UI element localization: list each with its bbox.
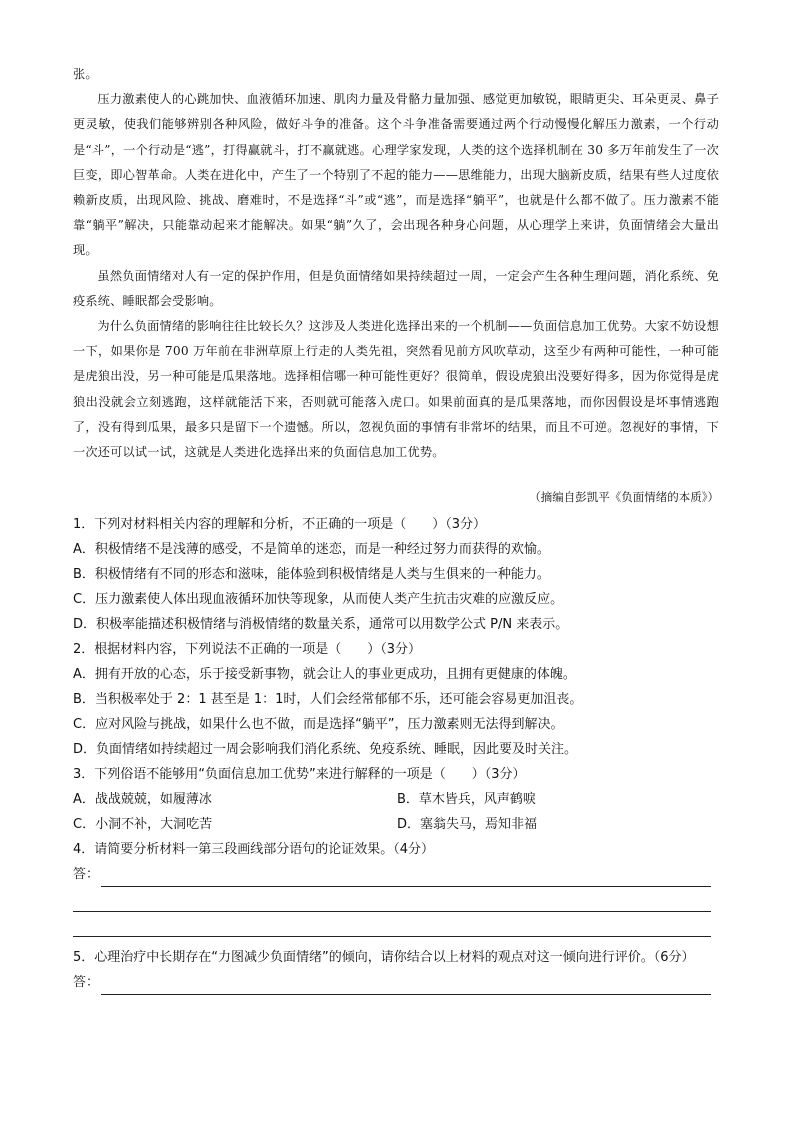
question-4-answer-line-3[interactable] (73, 912, 711, 937)
question-4-answer-line-1[interactable] (101, 870, 711, 887)
question-list (73, 512, 721, 995)
question-1-stem: 1．下列对材料相关内容的理解和分析，不正确的一项是（ ）（3分） (73, 517, 487, 532)
passage-paragraph-1: 压力激素使人的心跳加快、血液循环加速、肌肉力量及骨骼力量加强、感觉更加敏锐，眼睛更尖、耳朵更灵、鼻子更灵敏，使我们能够辨别各种风险，做好斗争的准备。这个斗争准备需要通过两个行动慢慢化解压力激素，一个行动是“斗”，一个行动是“逃”，打得赢就斗，打不赢就逃。心理学家发现，人类的这个选择机制在 30 多万年前发生了一次巨变，即心智革命。人类在进化中，产生了一个特别了不起的能力——思维能力，出现大脑新皮质，结果有些人过度依赖新皮质，出现风险、挑战、磨难时，不是选择“斗”或“逃”，而是选择“躺平”，也就是什么都不做了。压力激素不能靠“躺平”解决，只能靠动起来才能解决。如果“躺”久了，会出现各种身心问题，从心理学上来讲，负面情绪会大量出现。 (73, 92, 719, 258)
question-4-answer-label: 答： (73, 867, 100, 882)
question-5-answer-row (73, 970, 721, 995)
question-3-stem: 3．下列俗语不能够用“负面信息加工优势”来进行解释的一项是（ ）（3分） (73, 767, 526, 782)
passage-source: （摘编自彭凯平《负面情绪的本质》） (529, 490, 719, 504)
question-1-option-a: A．积极情绪不是浅薄的感受，不是简单的迷恋，而是一种经过努力而获得的欢愉。 (73, 542, 550, 557)
passage-paragraph-0: 张。 (73, 67, 98, 81)
question-5-answer-line-1[interactable] (101, 978, 711, 995)
question-1-option-b: B．积极情绪有不同的形态和滋味，能体验到积极情绪是人类与生俱来的一种能力。 (73, 567, 550, 582)
question-1-option-c: C．压力激素使人体出现血液循环加快等现象，从而使人类产生抗击灾难的应激反应。 (73, 592, 564, 607)
question-3-option-b: B．草木皆兵，风声鹤唳 (397, 792, 536, 807)
question-2-stem: 2．根据材料内容，下列说法不正确的一项是（ ）（3分） (73, 642, 422, 657)
question-2-option-b: B．当积极率处于 2：1 甚至是 1：1时，人们会经常郁郁不乐，还可能会容易更加沮丧。 (73, 692, 583, 707)
question-1-option-d: D．积极率能描述积极情绪与消极情绪的数量关系，通常可以用数学公式 P/N 来表示。 (73, 617, 569, 632)
question-2-option-a: A．拥有开放的心态，乐于接受新事物，就会让人的事业更成功，且拥有更健康的体魄。 (73, 667, 576, 682)
passage-paragraph-2: 虽然负面情绪对人有一定的保护作用，但是负面情绪如果持续超过一周，一定会产生各种生理问题，消化系统、免疫系统、睡眠都会受影响。 (73, 268, 719, 308)
question-5-stem: 5．心理治疗中长期存在“力图减少负面情绪”的倾向，请你结合以上材料的观点对这一倾向进行评价。（6分） (73, 950, 695, 965)
question-4-answer-row (73, 862, 721, 887)
question-5-answer-label: 答： (73, 975, 100, 990)
question-3-option-a: A．战战兢兢，如履薄冰 (73, 792, 212, 807)
passage-paragraph-3: 为什么负面情绪的影响往往比较长久？这涉及人类进化选择出来的一个机制——负面信息加工优势。大家不妨设想一下，如果你是 700 万年前在非洲草原上行走的人类先祖，突然看见前方风吹草动，这至少有两种可能性，一种可能是虎狼出没，另一种可能是瓜果落地。选择相信哪一种可能性更好？很简单，假设虎狼出没要好得多，因为你觉得是虎狼出没就会立刻逃跑，这样就能活下来，否则就可能落入虎口。如果前面真的是瓜果落地，而你因假设是坏事情逃跑了，没有得到瓜果，最多只是留下一个遗憾。所以，忽视负面的事情有非常坏的结果，而且不可逆。忽视好的事情，下一次还可以试一试，这就是人类进化选择出来的负面信息加工优势。 (73, 319, 719, 460)
question-2-option-c: C．应对风险与挑战，如果什么也不做，而是选择“躺平”，压力激素则无法得到解决。 (73, 717, 564, 732)
question-4-answer-line-2[interactable] (73, 887, 711, 912)
question-2-option-d: D．负面情绪如持续超过一周会影响我们消化系统、免疫系统、睡眠，因此要及时关注。 (73, 742, 578, 757)
question-3-option-d: D．塞翁失马，焉知非福 (397, 817, 538, 832)
question-3-options-row-2 (73, 812, 721, 837)
question-3-option-c: C．小洞不补，大洞吃苦 (73, 817, 213, 832)
reading-passage (73, 62, 719, 465)
question-4-stem: 4．请简要分析材料一第三段画线部分语句的论证效果。（4分） (73, 842, 435, 857)
question-3-options-row-1 (73, 787, 721, 812)
